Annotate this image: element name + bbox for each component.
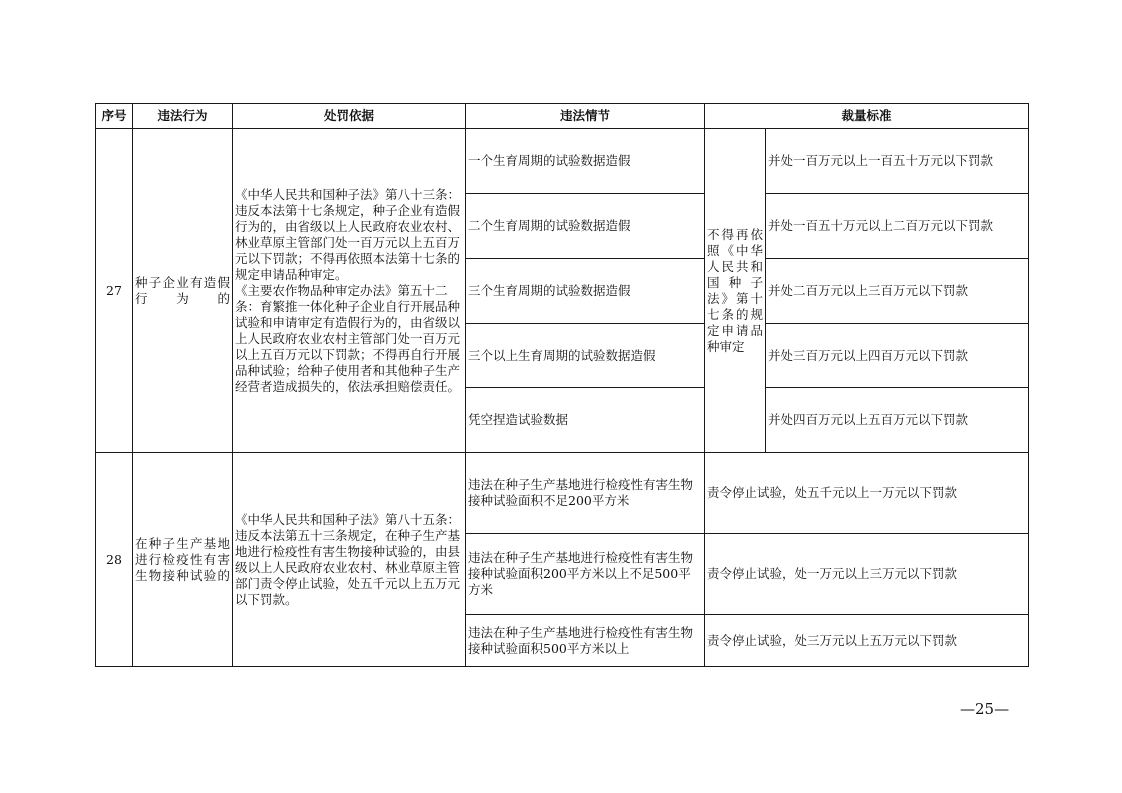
discretion-standard: 并处三百万元以上四百万元以下罚款 (766, 324, 1029, 388)
violation-circumstance: 违法在种子生产基地进行检疫性有害生物接种试验面积不足200平方米 (466, 453, 705, 534)
penalty-basis (233, 453, 466, 667)
discretion-standard: 并处一百五十万元以上二百万元以下罚款 (766, 194, 1029, 259)
basis-paragraph: 《中华人民共和国种子法》第八十五条：违反本法第五十三条规定，在种子生产基地进行检疫性有害生物接种试验的，由县级以上人民政府农业农村、林业草原主管部门责令停止试验，处五千元以上五万元以下罚款。 (235, 511, 461, 607)
violation-act: 种子企业有造假行为的 (133, 129, 233, 453)
violation-act: 在种子生产基地进行检疫性有害生物接种试验的 (133, 453, 233, 667)
violation-circumstance: 二个生育周期的试验数据造假 (466, 194, 705, 259)
header-seq: 序号 (96, 104, 133, 129)
penalty-basis (233, 129, 466, 453)
header-act: 违法行为 (133, 104, 233, 129)
header-standard: 裁量标准 (705, 104, 1029, 129)
violation-circumstance: 三个以上生育周期的试验数据造假 (466, 324, 705, 388)
discretion-standard: 并处一百万元以上一百五十万元以下罚款 (766, 129, 1029, 194)
discretion-standard: 并处二百万元以上三百万元以下罚款 (766, 259, 1029, 324)
penalty-standard-table (95, 103, 1029, 667)
discretion-standard: 责令停止试验，处五千元以上一万元以下罚款 (705, 453, 1029, 534)
row-number: 28 (96, 453, 133, 667)
violation-circumstance: 凭空捏造试验数据 (466, 388, 705, 453)
table-row (96, 129, 1029, 194)
violation-circumstance: 一个生育周期的试验数据造假 (466, 129, 705, 194)
table-row (96, 453, 1029, 534)
discretion-standard: 并处四百万元以上五百万元以下罚款 (766, 388, 1029, 453)
header-basis: 处罚依据 (233, 104, 466, 129)
basis-paragraph: 《主要农作物品种审定办法》第五十二条：育繁推一体化种子企业自行开展品种试验和申请审定有造假行为的，由省级以上人民政府农业农村主管部门处一百万元以上五百万元以下罚款；不得再自行开展品种试验；给种子使用者和其他种子生产经营者造成损失的，依法承担赔偿责任。 (235, 282, 461, 394)
basis-paragraph: 《中华人民共和国种子法》第八十三条：违反本法第十七条规定，种子企业有造假行为的，由省级以上人民政府农业农村、林业草原主管部门处一百万元以上五百万元以下罚款；不得再依照本法第十七条的规定申请品种审定。 (235, 186, 461, 282)
violation-circumstance: 违法在种子生产基地进行检疫性有害生物接种试验面积500平方米以上 (466, 615, 705, 667)
extra-penalty-note: 不得再依照《中华人民共和国种子法》第十七条的规定申请品种审定 (705, 129, 766, 453)
violation-circumstance: 违法在种子生产基地进行检疫性有害生物接种试验面积200平方米以上不足500平方米 (466, 534, 705, 615)
discretion-standard: 责令停止试验，处一万元以上三万元以下罚款 (705, 534, 1029, 615)
page-number: —25— (960, 700, 1010, 718)
header-circumstance: 违法情节 (466, 104, 705, 129)
row-number: 27 (96, 129, 133, 453)
table-header-row (96, 104, 1029, 129)
discretion-standard: 责令停止试验，处三万元以上五万元以下罚款 (705, 615, 1029, 667)
violation-circumstance: 三个生育周期的试验数据造假 (466, 259, 705, 324)
